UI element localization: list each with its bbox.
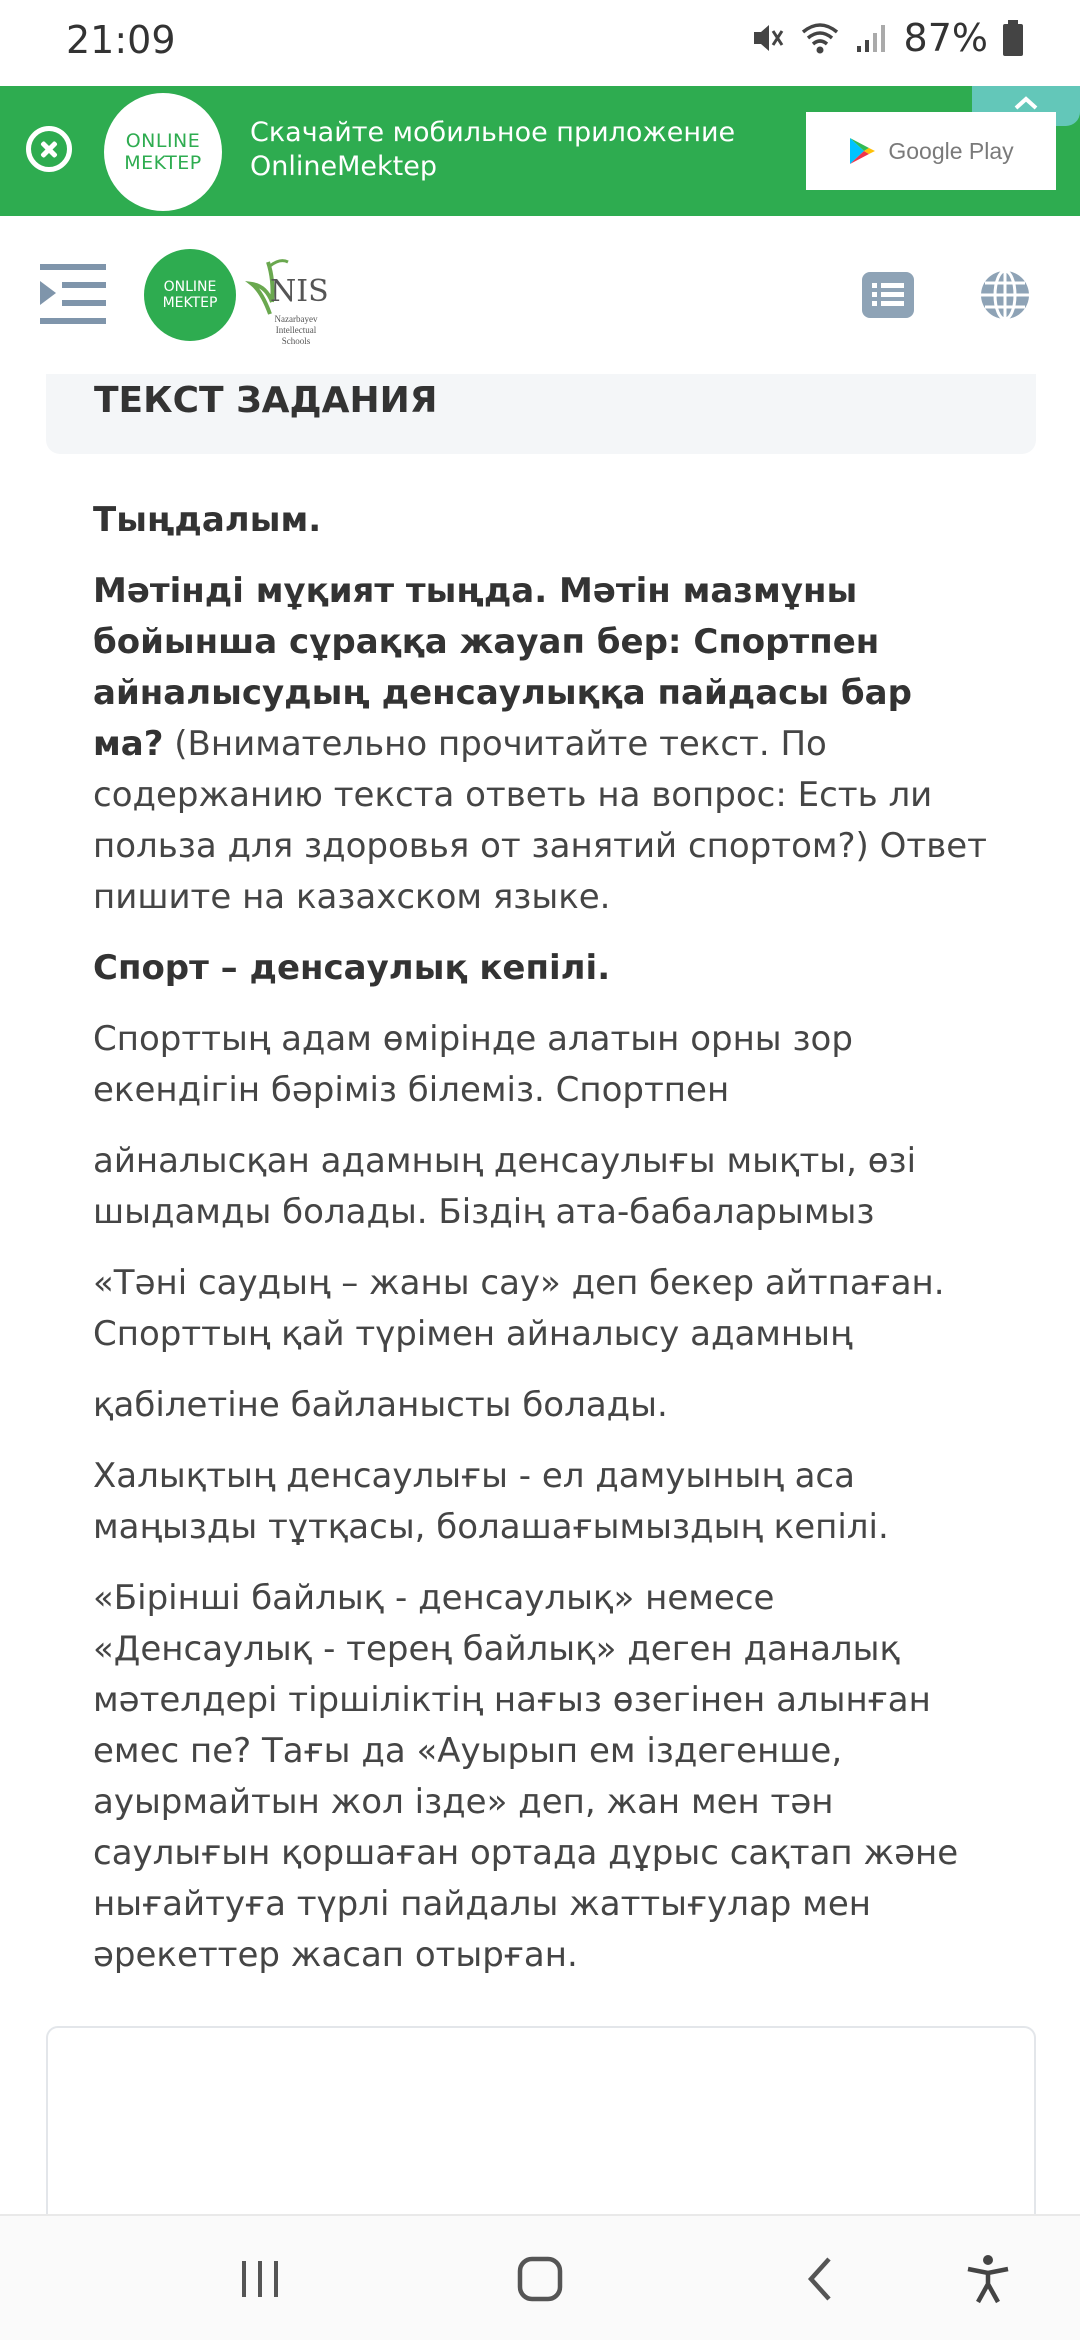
instruction-normal: (Внимательно прочитайте текст. По содержанию текста ответь на вопрос: Есть ли польза для здоровья от занятий спортом?) Ответ пишите на казахском языке. bbox=[93, 724, 987, 917]
app-download-banner bbox=[0, 86, 1080, 216]
text-paragraph: қабілетіне байланысты болады. bbox=[93, 1385, 668, 1425]
task-content bbox=[93, 495, 993, 2001]
logo-line1: ONLINE bbox=[163, 279, 217, 295]
status-time: 21:09 bbox=[66, 18, 176, 62]
mute-icon bbox=[750, 20, 786, 56]
banner-text: Скачайте мобильное приложение OnlineMektep bbox=[250, 117, 736, 182]
text-paragraph: Халықтың денсаулығы - ел дамуының аса маңызды тұтқасы, болашағымыздың кепілі. bbox=[93, 1456, 889, 1547]
logo-line2: MEKTEP bbox=[124, 152, 202, 174]
google-play-button[interactable] bbox=[806, 112, 1056, 190]
google-play-label: Google Play bbox=[888, 137, 1014, 164]
close-banner-button[interactable] bbox=[26, 126, 72, 172]
google-play-icon bbox=[848, 136, 876, 166]
text-paragraph: «Бірінші байлық - денсаулық» немесе «Денсаулық - терең байлық» деген даналық мәтелдері тіршіліктің нағыз өзегінен алынған емес пе? Тағы да «Ауырып ем іздегенше, ауырмайтын жол ізде» деп, жан мен тән саулығын қоршаған ортада дұрыс сақтап және нығайтуға түрлі пайдалы жаттығулар мен әрекеттер жасап отырған. bbox=[93, 1578, 959, 1975]
onlinemektep-logo[interactable] bbox=[144, 249, 236, 341]
status-bar bbox=[0, 0, 1080, 86]
task-section-header bbox=[46, 374, 1036, 454]
home-button[interactable] bbox=[510, 2216, 570, 2340]
wifi-icon bbox=[800, 20, 840, 56]
battery-percent: 87% bbox=[903, 16, 988, 60]
text-paragraph: айналысқан адамның денсаулығы мықты, өзі шыдамды болады. Біздің ата-бабаларымыз bbox=[93, 1141, 917, 1232]
task-instruction bbox=[93, 566, 993, 923]
task-section-title: ТЕКСТ ЗАДАНИЯ bbox=[94, 380, 438, 421]
instruction-bold: Мәтінді мұқият тыңда. Мәтін мазмұны бойынша сұраққа жауап бер: Спортпен айналысудың денсаулыққа пайдасы бар ма? bbox=[93, 571, 912, 764]
home-icon bbox=[516, 2255, 564, 2303]
task-heading: Тыңдалым. bbox=[93, 500, 322, 540]
app-header bbox=[0, 216, 1080, 374]
onlinemektep-logo bbox=[104, 93, 222, 211]
text-paragraph: Спорттың адам өмірінде алатын орны зор екендігін бәріміз білеміз. Спортпен bbox=[93, 1019, 853, 1110]
system-nav-bar bbox=[0, 2214, 1080, 2340]
back-button[interactable] bbox=[790, 2216, 850, 2340]
recent-apps-button[interactable] bbox=[230, 2216, 290, 2340]
accessibility-icon bbox=[966, 2254, 1010, 2304]
nis-subtitle: Nazarbayev Intellectual Schools bbox=[274, 314, 318, 346]
status-icons bbox=[750, 16, 1024, 60]
text-paragraph: «Тәні саудың – жаны сау» деп бекер айтпаған. Спорттың қай түрімен айналысу адамның bbox=[93, 1263, 945, 1354]
logo-line2: MEKTEP bbox=[162, 295, 218, 311]
logo-line1: ONLINE bbox=[125, 130, 201, 152]
list-icon bbox=[862, 272, 914, 318]
menu-icon[interactable] bbox=[40, 264, 106, 324]
recent-apps-icon bbox=[238, 2259, 282, 2299]
nis-title: NIS bbox=[270, 274, 329, 309]
task-list-button[interactable] bbox=[862, 272, 914, 318]
battery-icon bbox=[1002, 19, 1024, 57]
accessibility-button[interactable] bbox=[958, 2216, 1018, 2340]
text-title: Спорт – денсаулық кепілі. bbox=[93, 948, 611, 988]
back-icon bbox=[805, 2255, 835, 2303]
signal-icon bbox=[854, 20, 890, 56]
globe-icon[interactable] bbox=[978, 268, 1032, 322]
